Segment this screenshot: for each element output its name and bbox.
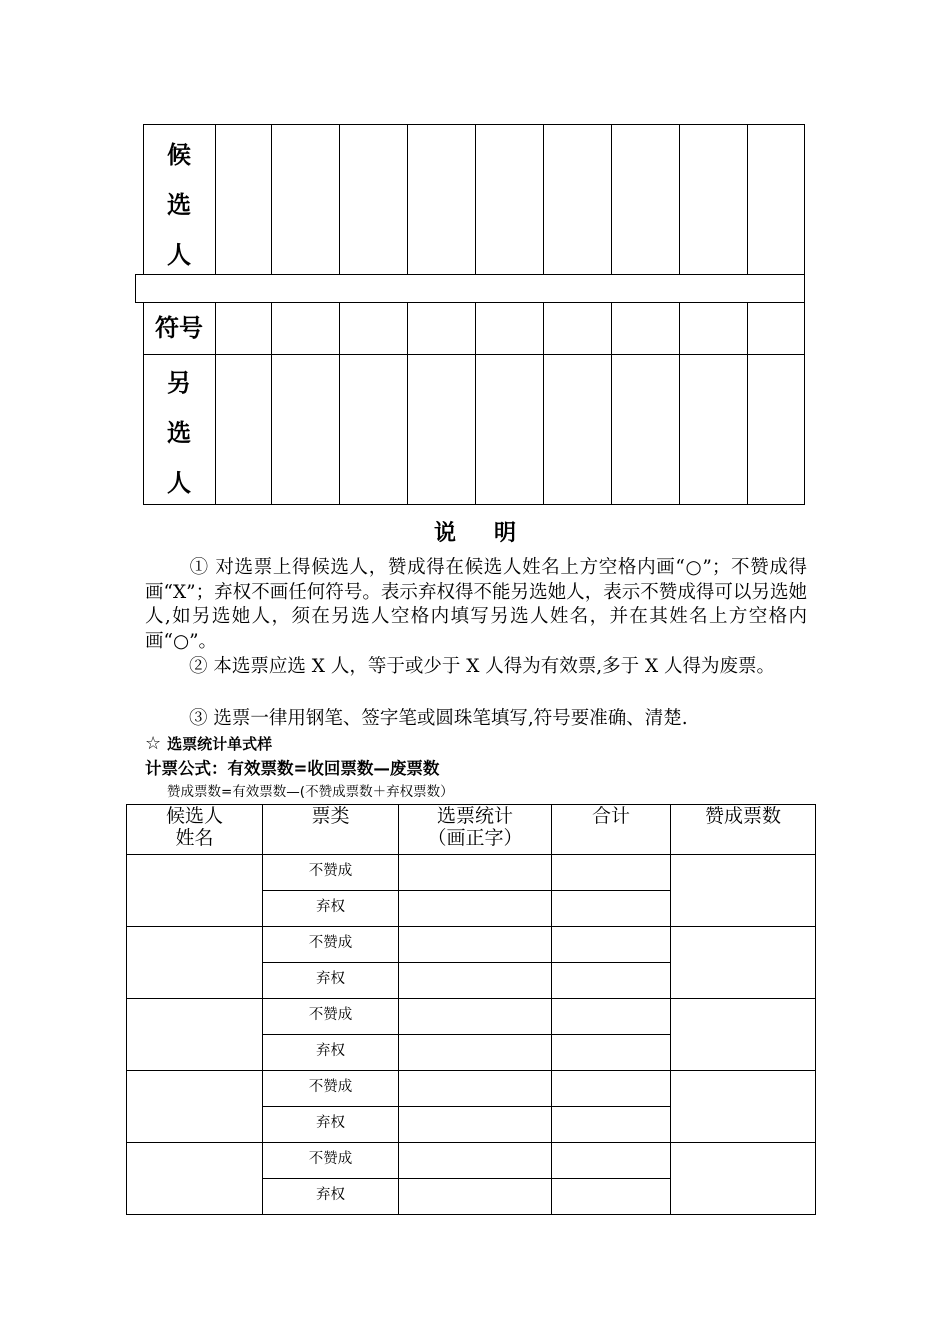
instructions-title: 说明 xyxy=(433,520,554,546)
instruction-item-3: ③ 选票一律用钢笔、签字笔或圆珠笔填写,符号要准确、清楚. xyxy=(189,708,688,729)
grid-line xyxy=(407,125,408,504)
type-cell: 弃权 xyxy=(263,1107,399,1143)
grid-line xyxy=(543,125,544,504)
candidate-row-label: 候 选 人 xyxy=(167,141,191,269)
type-cell: 弃权 xyxy=(263,1035,399,1071)
type-cell: 弃权 xyxy=(263,891,399,927)
candidate-name-cell[interactable] xyxy=(127,1143,263,1215)
grid-line xyxy=(475,125,476,504)
candidate-name-cell[interactable] xyxy=(127,855,263,927)
header-tally: 选票统计 （画正字） xyxy=(399,805,552,855)
approve-count-cell[interactable] xyxy=(671,1143,816,1215)
grid-line xyxy=(215,125,216,504)
candidate-name-cell[interactable] xyxy=(127,999,263,1071)
type-cell: 不赞成 xyxy=(263,1143,399,1179)
tally-cell[interactable] xyxy=(399,891,552,927)
total-cell[interactable] xyxy=(552,1179,671,1215)
ballot-grid xyxy=(143,124,805,505)
tally-table xyxy=(126,804,816,1215)
type-cell: 弃权 xyxy=(263,963,399,999)
header-candidate: 候选人 姓名 xyxy=(127,805,263,855)
total-cell[interactable] xyxy=(552,891,671,927)
grid-line xyxy=(679,125,680,504)
total-cell[interactable] xyxy=(552,1143,671,1179)
grid-line xyxy=(611,125,612,504)
type-cell: 不赞成 xyxy=(263,927,399,963)
grid-line xyxy=(747,125,748,504)
header-total: 合计 xyxy=(552,805,671,855)
tally-cell[interactable] xyxy=(399,999,552,1035)
type-cell: 不赞成 xyxy=(263,1071,399,1107)
table-row xyxy=(127,999,816,1035)
table-row xyxy=(127,1071,816,1107)
formula-text: 计票公式：有效票数=收回票数—废票数 xyxy=(145,759,440,778)
type-cell: 不赞成 xyxy=(263,999,399,1035)
approve-count-cell[interactable] xyxy=(671,999,816,1071)
grid-line xyxy=(271,125,272,504)
star-icon: ☆ xyxy=(145,733,162,754)
tally-cell[interactable] xyxy=(399,855,552,891)
type-cell: 不赞成 xyxy=(263,855,399,891)
tally-cell[interactable] xyxy=(399,1071,552,1107)
write-in-row-label: 另 选 人 xyxy=(167,369,191,497)
tally-header-row xyxy=(127,805,816,855)
tally-cell[interactable] xyxy=(399,1179,552,1215)
total-cell[interactable] xyxy=(552,1071,671,1107)
tally-cell[interactable] xyxy=(399,1107,552,1143)
table-row xyxy=(127,855,816,891)
total-cell[interactable] xyxy=(552,927,671,963)
grid-line xyxy=(144,354,804,355)
approve-count-cell[interactable] xyxy=(671,1071,816,1143)
instruction-item-1: ① 对选票上得候选人，赞成得在候选人姓名上方空格内画“○”；不赞成得画“X”；弃权不画任何符号。表示弃权得不能另选她人，表示不赞成得可以另选她人,如另选她人，须在另选人空格内填写另选人姓名，并在其姓名上方空格内画“○”。 xyxy=(145,557,807,652)
tally-cell[interactable] xyxy=(399,1035,552,1071)
tally-cell[interactable] xyxy=(399,1143,552,1179)
header-approve: 赞成票数 xyxy=(671,805,816,855)
tally-cell[interactable] xyxy=(399,927,552,963)
total-cell[interactable] xyxy=(552,1107,671,1143)
total-cell[interactable] xyxy=(552,999,671,1035)
table-row xyxy=(127,1143,816,1179)
tally-cell[interactable] xyxy=(399,963,552,999)
instruction-item-2: ② 本选票应选 X 人，等于或少于 X 人得为有效票,多于 X 人得为废票。 xyxy=(189,656,776,677)
approve-count-cell[interactable] xyxy=(671,855,816,927)
formula-note: 赞成票数=有效票数—(不赞成票数＋弃权票数） xyxy=(167,784,454,800)
stats-heading: ☆ 选票统计单式样 xyxy=(145,733,273,754)
header-type: 票类 xyxy=(263,805,399,855)
candidate-name-cell[interactable] xyxy=(127,927,263,999)
approve-count-cell[interactable] xyxy=(671,927,816,999)
total-cell[interactable] xyxy=(552,963,671,999)
total-cell[interactable] xyxy=(552,855,671,891)
symbol-row-label: 符号 xyxy=(155,314,203,342)
total-cell[interactable] xyxy=(552,1035,671,1071)
ballot-separator xyxy=(135,274,805,303)
table-row xyxy=(127,927,816,963)
candidate-name-cell[interactable] xyxy=(127,1071,263,1143)
type-cell: 弃权 xyxy=(263,1179,399,1215)
grid-line xyxy=(339,125,340,504)
